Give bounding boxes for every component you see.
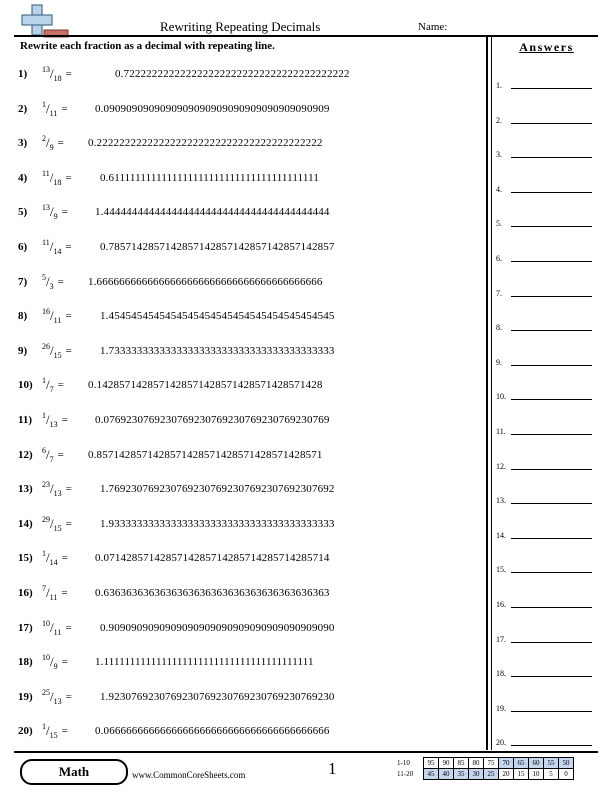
repeating-decimal: 0.0769230769230769230769230769230769230769 — [95, 414, 330, 426]
fraction — [42, 722, 58, 740]
answer-blank[interactable] — [511, 123, 592, 124]
page-number: 1 — [328, 759, 337, 778]
denominator: 14 — [53, 247, 62, 256]
answer-row — [495, 111, 598, 125]
fraction — [42, 273, 54, 291]
fraction-slash: / — [46, 135, 50, 151]
denominator: 13 — [49, 420, 58, 429]
problem-number: 11) — [18, 414, 33, 426]
answer-blank[interactable] — [511, 226, 592, 227]
fraction — [42, 134, 54, 152]
denominator: 9 — [53, 662, 58, 672]
answer-number: 12. — [496, 461, 506, 471]
score-cell: 65 — [514, 758, 529, 769]
answer-blank[interactable] — [511, 503, 592, 504]
repeating-decimal: 0.0666666666666666666666666666666666666666 — [95, 725, 330, 738]
answer-row — [495, 491, 598, 505]
numerator: 1 — [42, 722, 46, 732]
answer-number: 2. — [496, 115, 502, 125]
score-cell: 75 — [484, 758, 499, 769]
score-cell: 70 — [499, 758, 514, 769]
problem-row — [18, 583, 68, 603]
answer-blank[interactable] — [511, 399, 592, 400]
problem-number: 6) — [18, 241, 28, 253]
website-url: www.CommonCoreSheets.com — [132, 770, 246, 780]
equals-sign: = — [61, 587, 68, 599]
denominator: 11 — [53, 627, 62, 637]
score-row — [397, 769, 574, 780]
problem-number: 14) — [18, 517, 33, 530]
repeating-decimal: 0.1428571428571428571428571428571428571428 — [88, 379, 323, 392]
answer-number: 17. — [496, 634, 506, 644]
answer-row — [495, 595, 598, 609]
answer-blank[interactable] — [511, 261, 592, 262]
numerator: 6 — [42, 445, 46, 455]
denominator: 18 — [53, 74, 62, 83]
equals-sign: = — [65, 483, 72, 496]
score-cell: 85 — [454, 758, 469, 769]
fraction — [42, 307, 61, 325]
numerator: 26 — [42, 341, 50, 351]
repeating-decimal: 0.6111111111111111111111111111111111111111 — [100, 171, 320, 184]
fraction-slash: / — [46, 273, 50, 289]
repeating-decimal: 1.1111111111111111111111111111111111111111 — [95, 656, 314, 669]
numerator: 1 — [42, 376, 46, 386]
score-row — [397, 758, 574, 769]
instructions: Rewrite each fraction as a decimal with repeating line. — [20, 40, 275, 52]
answer-row — [495, 145, 598, 159]
problem-number: 4) — [18, 171, 28, 184]
problem-number: 9) — [18, 344, 28, 357]
name-label: Name: — [418, 21, 448, 33]
repeating-decimal: 0.6363636363636363636363636363636363636363 — [95, 587, 330, 599]
denominator: 15 — [53, 523, 62, 533]
answer-row — [495, 733, 598, 747]
score-table — [397, 757, 574, 780]
answer-row — [495, 422, 598, 436]
problem-number: 15) — [18, 552, 33, 565]
repeating-decimal: 1.9230769230769230769230769230769230769230 — [100, 690, 335, 703]
fraction — [42, 515, 62, 533]
numerator: 13 — [42, 65, 50, 74]
answer-number: 20. — [496, 738, 506, 748]
repeating-decimal: 0.7222222222222222222222222222222222222222 — [115, 68, 350, 80]
problem-row — [18, 272, 64, 292]
fraction-slash: / — [46, 585, 50, 600]
problem-row — [18, 375, 64, 395]
score-cell: 35 — [454, 769, 469, 780]
answer-blank[interactable] — [511, 642, 592, 643]
answer-blank[interactable] — [511, 572, 592, 573]
answer-number: 1. — [496, 81, 502, 90]
numerator: 5 — [42, 272, 46, 282]
fraction-slash: / — [46, 100, 50, 116]
answer-number: 14. — [496, 530, 506, 540]
answer-blank[interactable] — [511, 538, 592, 539]
answer-number: 13. — [496, 496, 506, 506]
score-cell: 40 — [439, 769, 454, 780]
numerator: 16 — [42, 307, 50, 317]
problem-number: 10) — [18, 379, 33, 392]
score-cell: 45 — [424, 769, 439, 780]
numerator: 1 — [42, 99, 46, 109]
denominator: 18 — [53, 177, 62, 187]
equals-sign: = — [61, 552, 68, 565]
numerator: 29 — [42, 514, 50, 524]
denominator: 9 — [49, 143, 54, 153]
denominator: 9 — [53, 212, 58, 222]
answer-blank[interactable] — [511, 365, 592, 366]
problem-row — [18, 548, 68, 568]
fraction — [42, 411, 58, 429]
equals-sign: = — [65, 690, 72, 703]
numerator: 1 — [42, 549, 46, 559]
numerator: 11 — [42, 168, 50, 178]
answer-row — [495, 180, 598, 194]
answer-blank[interactable] — [511, 192, 592, 193]
answer-number: 7. — [496, 288, 502, 298]
repeating-decimal: 1.7333333333333333333333333333333333333333 — [100, 344, 335, 357]
answer-number: 9. — [496, 357, 502, 367]
fraction — [42, 342, 62, 360]
column-divider — [486, 36, 488, 750]
fraction — [42, 549, 58, 567]
answer-number: 5. — [496, 219, 502, 229]
numerator: 2 — [42, 134, 46, 144]
equals-sign: = — [65, 68, 72, 80]
equals-sign: = — [57, 275, 64, 288]
fraction-slash: / — [46, 446, 50, 462]
problem-number: 12) — [18, 448, 33, 461]
fraction-slash: / — [50, 515, 54, 531]
equals-sign: = — [65, 171, 72, 184]
repeating-decimal: 1.6666666666666666666666666666666666666666 — [88, 275, 323, 288]
denominator: 13 — [53, 489, 62, 499]
fraction — [42, 238, 61, 256]
score-cell: 95 — [424, 758, 439, 769]
answer-blank[interactable] — [511, 296, 592, 297]
fraction-slash: / — [50, 308, 54, 324]
answer-number: 18. — [496, 669, 506, 679]
score-cell: 15 — [514, 769, 529, 780]
equals-sign: = — [61, 725, 68, 738]
score-cell: 10 — [529, 769, 544, 780]
plus-minus-logo-icon — [18, 4, 70, 38]
problem-number: 1) — [18, 68, 28, 80]
fraction — [42, 100, 57, 118]
answers-panel — [495, 36, 598, 750]
answer-blank[interactable] — [511, 607, 592, 608]
answer-number: 16. — [496, 600, 506, 609]
problem-row — [18, 99, 68, 119]
answer-blank[interactable] — [511, 157, 592, 158]
fraction — [42, 169, 61, 187]
score-cell: 50 — [559, 758, 574, 769]
problem-number: 3) — [18, 137, 28, 150]
answer-row — [495, 284, 598, 298]
answer-blank[interactable] — [511, 711, 592, 712]
equals-sign: = — [61, 102, 68, 115]
equals-sign: = — [65, 241, 72, 253]
denominator: 11 — [49, 108, 58, 118]
score-cell: 20 — [499, 769, 514, 780]
score-cell: 30 — [469, 769, 484, 780]
problem-number: 18) — [18, 656, 33, 669]
fraction — [42, 480, 62, 498]
problem-number: 16) — [18, 587, 33, 599]
answer-number: 15. — [496, 565, 506, 575]
answer-row — [495, 699, 598, 713]
problem-row — [18, 479, 72, 499]
answer-number: 4. — [496, 184, 502, 194]
answer-number: 6. — [496, 254, 502, 263]
column-divider-thin — [491, 36, 492, 750]
fraction-slash: / — [49, 169, 54, 185]
numerator: 10 — [42, 653, 50, 663]
answer-row — [495, 214, 598, 228]
equals-sign: = — [65, 344, 72, 357]
denominator: 11 — [49, 593, 58, 602]
answer-row — [495, 249, 598, 263]
denominator: 15 — [53, 350, 62, 360]
denominator: 7 — [49, 454, 54, 464]
fraction — [42, 688, 62, 706]
fraction — [42, 376, 54, 394]
problem-row — [18, 237, 72, 257]
score-cell: 5 — [544, 769, 559, 780]
equals-sign: = — [57, 379, 64, 392]
answer-number: 3. — [496, 150, 502, 160]
denominator: 13 — [53, 696, 62, 706]
problem-row — [18, 445, 64, 465]
answer-row — [495, 353, 598, 367]
fraction-slash: / — [50, 66, 54, 81]
repeating-decimal: 1.7692307692307692307692307692307692307692 — [100, 483, 335, 496]
repeating-decimal: 0.2222222222222222222222222222222222222222 — [88, 137, 323, 150]
answer-blank[interactable] — [511, 88, 592, 89]
answer-row — [495, 630, 598, 644]
answer-number: 8. — [496, 323, 502, 333]
answer-blank[interactable] — [511, 330, 592, 331]
problem-row — [18, 133, 64, 153]
denominator: 15 — [49, 731, 58, 741]
fraction-slash: / — [46, 550, 50, 566]
repeating-decimal: 1.4545454545454545454545454545454545454545 — [100, 310, 335, 323]
fraction-slash: / — [50, 688, 54, 704]
score-range-label: 1-10 — [397, 759, 410, 767]
answer-row — [495, 318, 598, 332]
repeating-decimal: 0.7857142857142857142857142857142857142857 — [100, 241, 335, 253]
footer-divider — [14, 751, 598, 753]
fraction — [42, 203, 58, 221]
fraction — [42, 619, 61, 637]
answer-row — [495, 387, 598, 401]
math-badge: Math — [20, 759, 128, 785]
problem-number: 7) — [18, 275, 28, 288]
problem-row — [18, 202, 68, 222]
answer-number: 11. — [496, 427, 506, 436]
score-cell: 55 — [544, 758, 559, 769]
fraction — [42, 65, 62, 83]
fraction-slash: / — [50, 481, 54, 497]
problem-row — [18, 168, 72, 188]
fraction-slash: / — [46, 723, 50, 739]
problem-number: 5) — [18, 206, 28, 219]
repeating-decimal: 0.8571428571428571428571428571428571428571 — [88, 448, 323, 461]
score-range-label: 11-20 — [397, 770, 414, 778]
denominator: 11 — [53, 316, 62, 326]
score-cell: 90 — [439, 758, 454, 769]
denominator: 7 — [49, 385, 54, 395]
equals-sign: = — [65, 517, 72, 530]
answer-number: 10. — [496, 392, 506, 402]
problem-number: 20) — [18, 725, 33, 738]
repeating-decimal: 0.0714285714285714285714285714285714285714 — [95, 552, 330, 565]
answer-row — [495, 664, 598, 678]
repeating-decimal: 0.0909090909090909090909090909090909090909 — [95, 102, 330, 115]
answer-blank[interactable] — [511, 745, 592, 746]
problem-number: 2) — [18, 102, 28, 115]
fraction-slash: / — [50, 204, 54, 220]
answer-row — [495, 457, 598, 471]
score-cell: 25 — [484, 769, 499, 780]
problem-row — [18, 618, 72, 638]
numerator: 10 — [42, 618, 50, 628]
equals-sign: = — [65, 621, 72, 634]
answer-row — [495, 76, 598, 90]
equals-sign: = — [61, 206, 68, 219]
equals-sign: = — [57, 448, 64, 461]
problem-row — [18, 687, 72, 707]
problem-row — [18, 410, 68, 430]
worksheet-title: Rewriting Repeating Decimals — [160, 19, 321, 34]
problem-row — [18, 514, 72, 534]
problem-number: 19) — [18, 690, 33, 703]
fraction — [42, 446, 54, 464]
problem-row — [18, 341, 72, 361]
answer-row — [495, 560, 598, 574]
answer-blank[interactable] — [511, 434, 592, 435]
answers-heading: Answers — [519, 40, 574, 54]
fraction-slash: / — [46, 412, 50, 427]
repeating-decimal: 1.4444444444444444444444444444444444444444 — [95, 206, 330, 219]
problem-number: 8) — [18, 310, 28, 323]
numerator: 25 — [42, 687, 50, 697]
numerator: 23 — [42, 480, 50, 490]
equals-sign: = — [61, 656, 68, 669]
fraction — [42, 584, 57, 602]
score-cell: 80 — [469, 758, 484, 769]
fraction-slash: / — [50, 342, 54, 358]
score-cell: 0 — [559, 769, 574, 780]
score-cell: 60 — [529, 758, 544, 769]
repeating-decimal: 0.9090909090909090909090909090909090909090 — [100, 621, 335, 634]
denominator: 3 — [49, 281, 54, 291]
problem-row — [18, 721, 68, 741]
fraction — [42, 653, 58, 671]
problem-row — [18, 652, 68, 672]
equals-sign: = — [61, 414, 68, 426]
problem-number: 17) — [18, 621, 33, 634]
equals-sign: = — [65, 310, 72, 323]
fraction-slash: / — [50, 654, 54, 670]
answer-number: 19. — [496, 703, 506, 713]
problem-row — [18, 306, 72, 326]
numerator: 11 — [42, 238, 50, 247]
repeating-decimal: 1.9333333333333333333333333333333333333333 — [100, 517, 335, 530]
fraction-slash: / — [46, 377, 50, 393]
answer-blank[interactable] — [511, 676, 592, 677]
answer-blank[interactable] — [511, 469, 592, 470]
fraction-slash: / — [49, 239, 54, 254]
fraction-slash: / — [50, 619, 54, 635]
numerator: 13 — [42, 203, 50, 213]
numerator: 7 — [42, 584, 46, 593]
problem-number: 13) — [18, 483, 33, 496]
equals-sign: = — [57, 137, 64, 150]
numerator: 1 — [42, 411, 46, 420]
answer-row — [495, 526, 598, 540]
problem-row — [18, 64, 72, 84]
denominator: 14 — [49, 558, 58, 568]
